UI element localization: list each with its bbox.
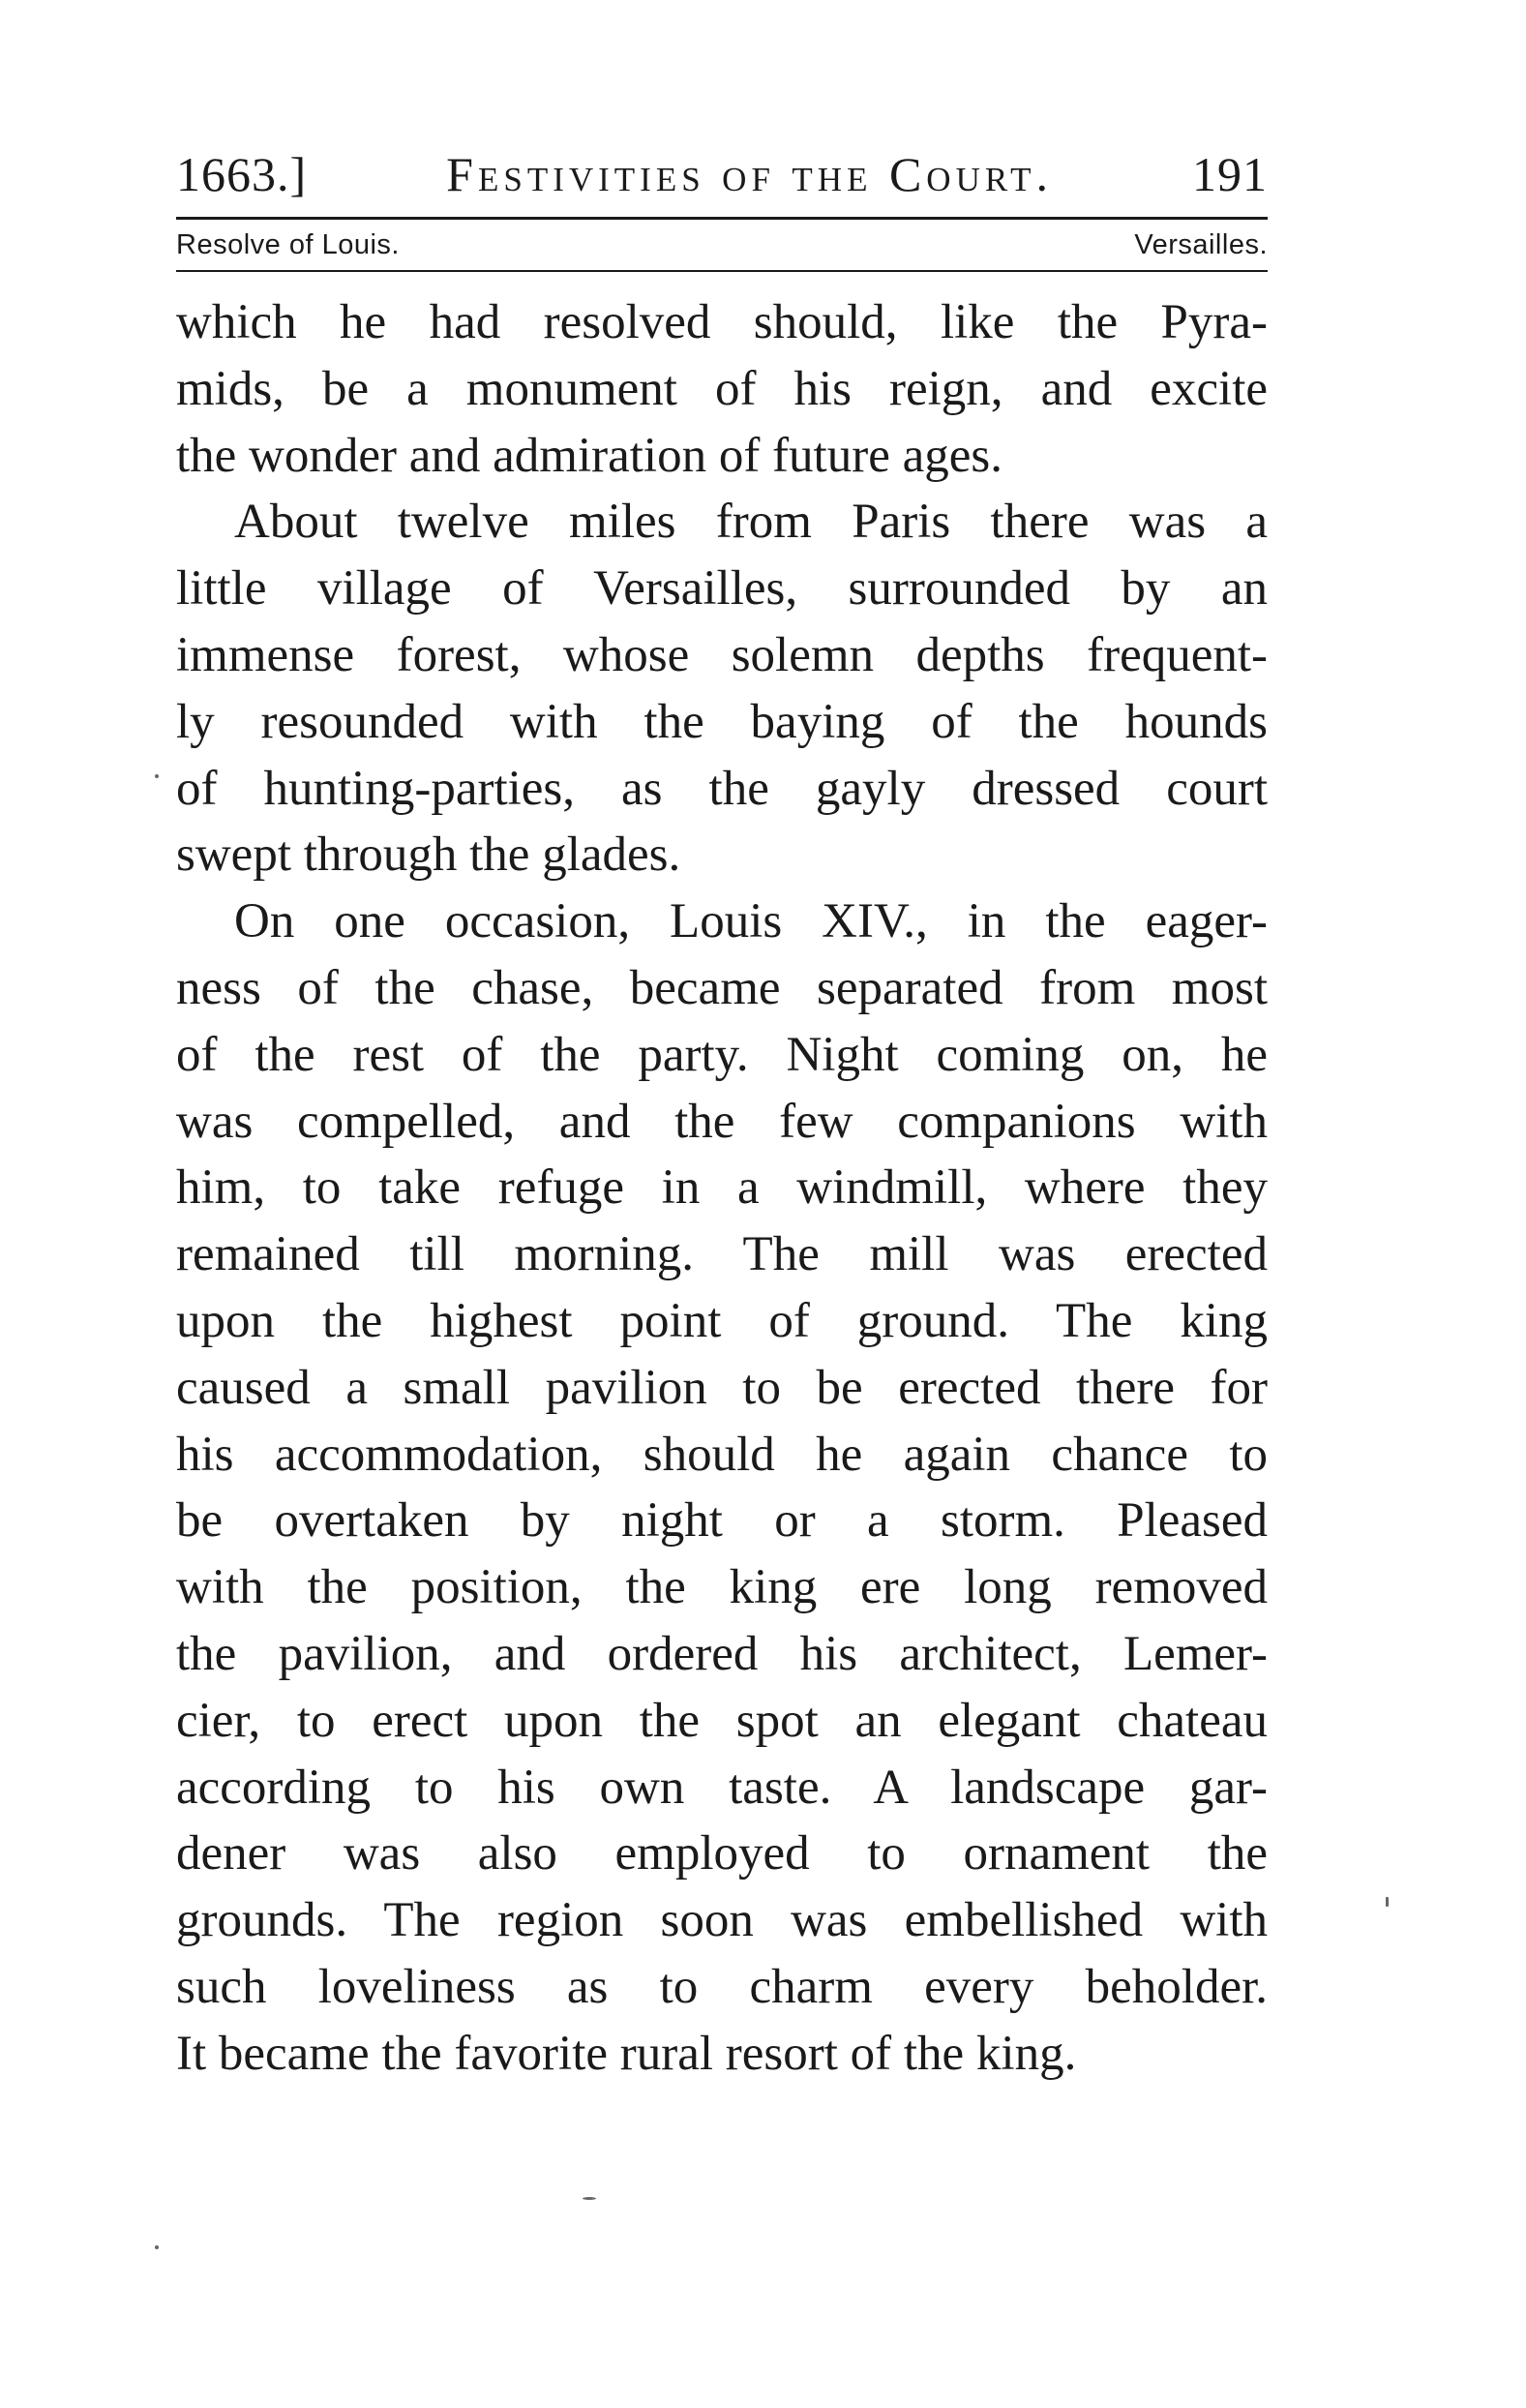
text-line: was compelled, and the few companions with <box>176 1094 1268 1149</box>
running-head <box>176 145 1268 203</box>
book-page <box>176 145 1268 2088</box>
text-line: the pavilion, and ordered his architect, Lemer- <box>176 1626 1268 1681</box>
text-line: which he had resolved should, like the Pyra- <box>176 295 1268 349</box>
text-line: upon the highest point of ground. The king <box>176 1293 1268 1348</box>
scan-speck <box>1386 1897 1389 1907</box>
text-line: caused a small pavilion to be erected there for <box>176 1360 1268 1415</box>
text-line: of the rest of the party. Night coming on, he <box>176 1027 1268 1082</box>
text-line: grounds. The region soon was embellished with <box>176 1893 1268 1948</box>
page-number: 191 <box>1192 147 1268 201</box>
text-line: mids, be a monument of his reign, and excite <box>176 361 1268 416</box>
header-rule <box>176 217 1268 220</box>
body-text <box>176 289 1268 2088</box>
header-year: 1663.] <box>176 147 308 201</box>
right-subhead: Versailles. <box>1134 229 1268 260</box>
text-line: be overtaken by night or a storm. Pleased <box>176 1493 1268 1549</box>
text-line: About twelve miles from Paris there was a <box>234 495 1268 550</box>
text-line: ness of the chase, became separated from most <box>176 960 1268 1015</box>
text-line: with the position, the king ere long removed <box>176 1560 1268 1615</box>
text-line: On one occasion, Louis XIV., in the eager- <box>234 894 1268 949</box>
text-line: dener was also employed to ornament the <box>176 1826 1268 1881</box>
scan-speck <box>155 774 159 778</box>
text-line: little village of Versailles, surrounded by an <box>176 561 1268 617</box>
text-line: of hunting-parties, as the gayly dressed court <box>176 761 1268 816</box>
text-line: such loveliness as to charm every beholder. <box>176 1959 1268 2014</box>
text-line: him, to take refuge in a windmill, where they <box>176 1160 1268 1216</box>
text-line: ly resounded with the baying of the hounds <box>176 694 1268 749</box>
text-line: swept through the glades. <box>176 828 681 883</box>
scan-speck <box>155 2245 159 2249</box>
text-line: cier, to erect upon the spot an elegant chateau <box>176 1693 1268 1748</box>
text-line: It became the favorite rural resort of the king. <box>176 2026 1077 2081</box>
subhead-rule <box>176 270 1268 272</box>
subhead <box>176 226 1268 264</box>
header-title: Festivities of the Court. <box>446 147 1053 201</box>
text-line: his accommodation, should he again chance to <box>176 1427 1268 1482</box>
left-subhead: Resolve of Louis. <box>176 229 400 260</box>
text-line: immense forest, whose solemn depths frequent- <box>176 627 1268 682</box>
text-line: the wonder and admiration of future ages. <box>176 428 1002 483</box>
text-line: according to his own taste. A landscape gar- <box>176 1760 1268 1815</box>
text-line: remained till morning. The mill was erected <box>176 1227 1268 1282</box>
scan-speck <box>583 2197 596 2200</box>
